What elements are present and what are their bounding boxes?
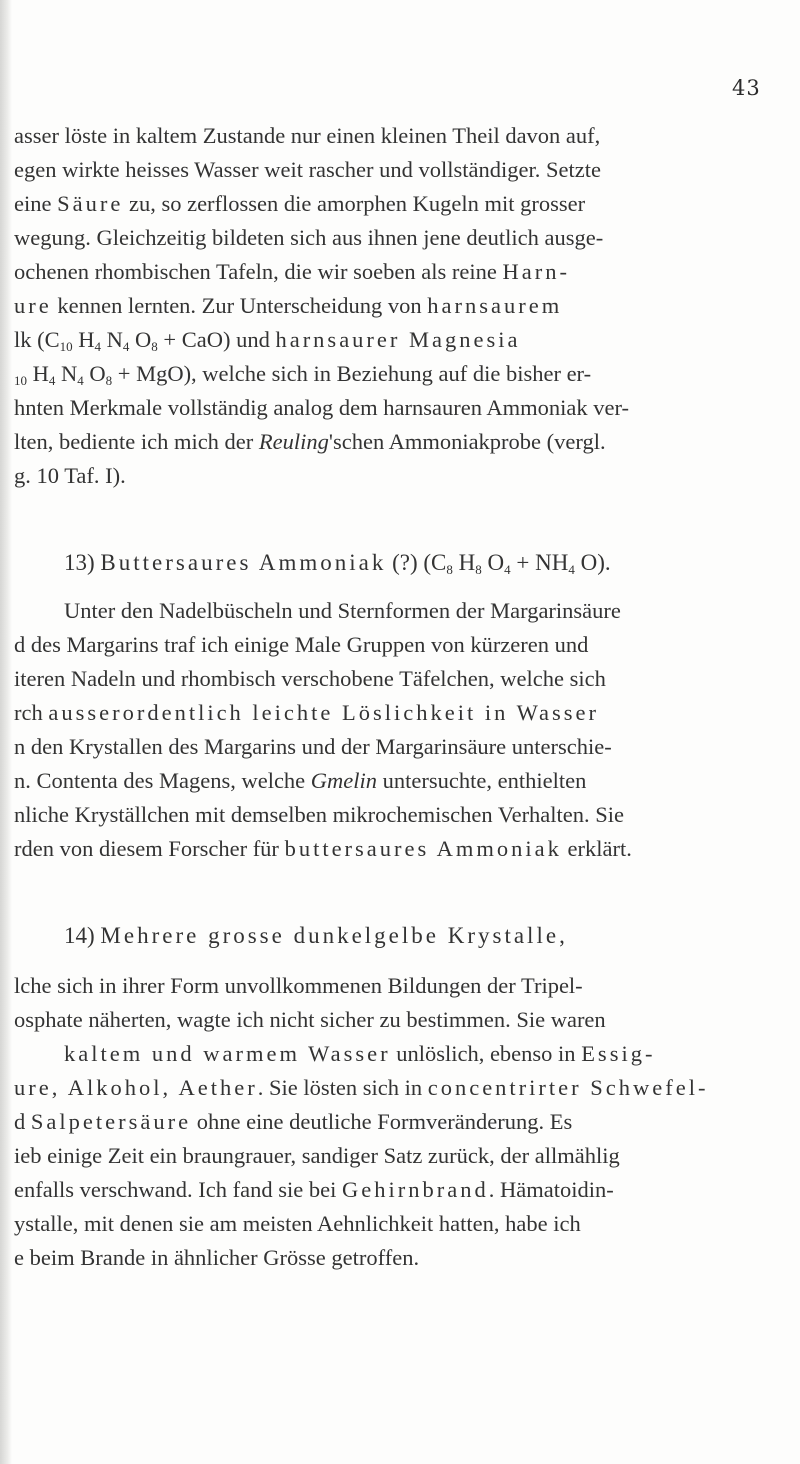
text-span: Unter den Nadelbüscheln und Sternformen der Margarinsäure [64,598,621,623]
subscript: 8 [446,562,453,577]
text-span: n. Contenta des Magens, welche [14,768,311,793]
spaced-term: Gehirnbrand [342,1177,489,1202]
text-span: iteren Nadeln und rhombisch verschobene Täfelchen, welche sich [14,666,606,691]
subscript: 4 [504,562,511,577]
text-line [14,766,586,796]
text-line [14,1175,614,1205]
text-span: nliche Kryställchen mit demselben mikrochemischen Verhalten. Sie [14,802,625,827]
text-span: + NH [510,550,569,575]
spaced-term: kaltem und warmem Wasser [64,1041,391,1066]
text-span: e beim Brande in ähnlicher Grösse getroffen. [14,1245,420,1270]
text-span: . Hämatoidin- [488,1177,614,1202]
text-span: O [481,550,505,575]
text-line [14,291,562,321]
text-span: ohne eine deutliche Formveränderung. Es [191,1109,573,1134]
text-span: zu, so zerflossen die amorphen Kugeln mit grosser [123,191,586,216]
text-span: , [559,923,565,948]
text-span: O [83,361,106,386]
spaced-term: harnsaurem [427,293,563,318]
text-span: rden von diesem Forscher für [14,836,285,861]
text-line [14,223,603,253]
subscript: 8 [105,373,113,388]
text-span: d des Margarins traf ich einige Male Gruppen von kürzeren und [14,632,589,657]
text-line [14,325,521,355]
text-span: O). [574,550,611,575]
spaced-term: Säure [57,191,124,216]
text-span: lten, bediente ich mich der [14,429,259,454]
text-line [14,427,606,457]
spaced-term: ure [14,293,52,318]
subscript: 8 [151,339,158,354]
spaced-term: buttersaures Ammoniak [284,836,562,861]
text-line [14,664,606,694]
text-span: N [101,327,123,352]
text-span: H [452,550,476,575]
section-heading-14 [64,921,565,951]
text-line [64,596,621,626]
text-span: enfalls verschwand. Ich fand sie bei [14,1177,342,1202]
spaced-term: Mehrere grosse dunkelgelbe Krystalle [100,923,560,948]
text-line [14,393,629,423]
text-line [14,359,591,389]
text-span: hnten Merkmale vollständig analog dem harnsauren Ammoniak ver- [14,395,630,420]
spaced-term: Harn- [502,259,570,284]
text-span: n den Krystallen des Margarins und der Margarinsäure unterschie- [14,734,612,759]
subscript: 8 [475,562,482,577]
text-line [14,1243,419,1273]
subscript: 4 [77,373,84,388]
subscript: 4 [48,373,56,388]
text-span: lk (C [14,327,60,352]
spaced-term: Essig- [581,1041,656,1066]
text-span: osphate näherten, wagte ich nicht sicher zu bestimmen. Sie waren [14,1007,606,1032]
subscript: 10 [14,373,27,388]
text-span: g. 10 Taf. I). [14,463,126,488]
text-line [14,121,600,151]
text-line [14,698,599,728]
page-number: 43 [732,76,761,100]
text-span: + MgO), welche sich in Beziehung auf die bisher er- [112,361,592,386]
text-line [14,834,632,864]
book-spine-shadow [0,0,12,1464]
author-name: Gmelin [310,768,378,793]
text-span: egen wirkte heisses Wasser weit rascher und vollständiger. Setzte [14,157,601,182]
text-line [14,630,588,660]
text-span: . Sie lösten sich in [257,1075,428,1100]
text-span: 'schen Ammoniakprobe (vergl. [328,429,606,454]
text-span: + CaO) und [157,327,276,352]
text-span: asser löste in kaltem Zustande nur einen kleinen Theil davon auf, [14,123,601,148]
text-line [14,1107,572,1137]
text-line [14,257,570,287]
text-span: O [129,327,152,352]
text-line [14,732,612,762]
author-name: Reuling [258,429,329,454]
subscript: 10 [59,339,73,354]
text-line [64,1039,655,1069]
text-span: untersuchte, enthielten [377,768,587,793]
text-span: unlöslich, ebenso in [390,1041,582,1066]
text-line [14,971,583,1001]
text-span: 14) [64,923,101,948]
text-span: ieb einige Zeit ein braungrauer, sandiger Satz zurück, der allmählig [14,1143,620,1168]
subscript: 4 [568,562,575,577]
subscript: 4 [122,339,130,354]
section-heading-13 [64,548,611,578]
text-span: N [55,361,78,386]
text-span: H [72,327,95,352]
text-span: kennen lernten. Zur Unterscheidung von [51,293,428,318]
text-span: 13) [64,550,101,575]
text-line [14,1073,708,1103]
text-span: (?) (C [386,550,447,575]
subscript: 4 [94,339,102,354]
text-span: ystalle, mit denen sie am meisten Aehnlichkeit hatten, habe ich [14,1211,581,1236]
text-span: H [27,361,49,386]
text-span: ochenen rhombischen Tafeln, die wir soeben als reine [14,259,503,284]
text-line [14,189,585,219]
text-span: erklärt. [561,836,632,861]
text-span: lche sich in ihrer Form unvollkommenen Bildungen der Tripel- [14,973,583,998]
text-line [14,155,601,185]
text-line [14,800,624,830]
text-line [14,1141,620,1171]
spaced-term: Salpetersäure [30,1109,192,1134]
spaced-term: harnsaurer Magnesia [275,327,521,352]
spaced-term: concentrirter Schwefel- [427,1075,709,1100]
text-line [14,1209,581,1239]
text-span: eine [14,191,58,216]
text-span: wegung. Gleichzeitig bildeten sich aus ihnen jene deutlich ausge- [14,225,604,250]
text-line [14,1005,606,1035]
spaced-term: ausserordentlich leichte Löslichkeit in Wasser [48,700,600,725]
text-span: d [14,1109,31,1134]
spaced-term: ure, Alkohol, Aether [14,1075,258,1100]
text-span: rch [14,700,49,725]
spaced-term: Buttersaures Ammoniak [100,550,387,575]
text-line [14,461,126,491]
